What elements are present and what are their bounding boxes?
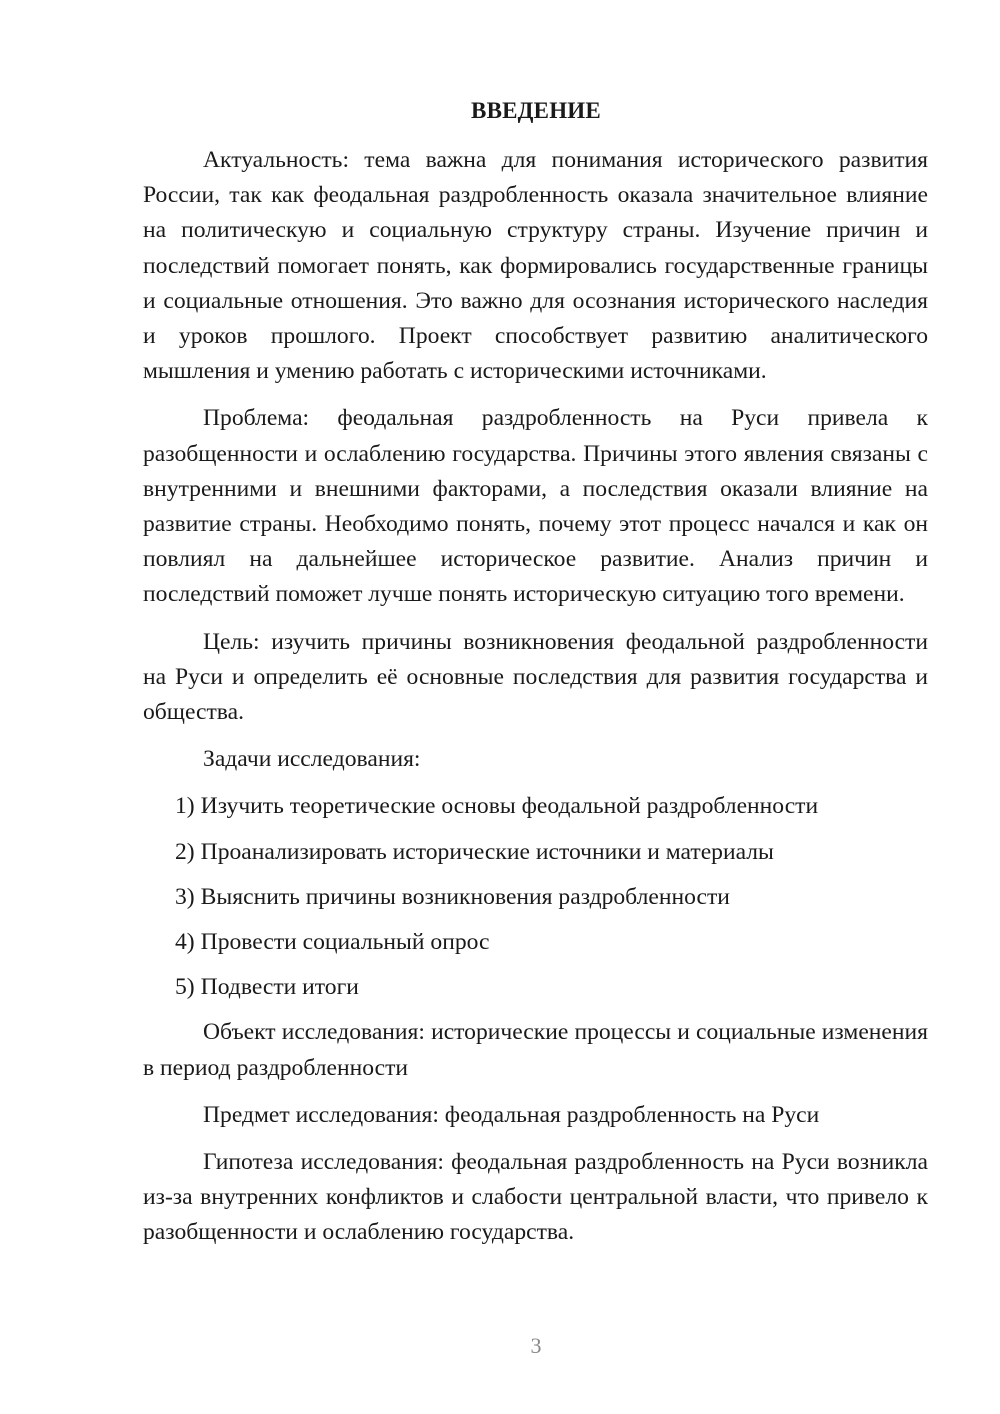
list-item-text: Выяснить причины возникновения раздробленности [200, 883, 730, 910]
list-item-number: 2) [175, 838, 195, 865]
page-number: 3 [530, 1333, 542, 1358]
list-item [143, 789, 928, 824]
section-title: ВВЕДЕНИЕ [471, 98, 601, 123]
list-item [143, 880, 928, 915]
list-item [143, 925, 928, 960]
list-item-text: Подвести итоги [200, 974, 359, 1001]
list-item-text: Проанализировать исторические источники и материалы [200, 838, 774, 865]
hypothesis-paragraph: Гипотеза исследования: феодальная раздробленность на Руси возникла из-за внутренних конфликтов и слабости центральной власти, что привело к разобщенности и ослаблению государства. [143, 1149, 928, 1246]
problem-paragraph: Проблема: феодальная раздробленность на Руси привела к разобщенности и ослаблению государства. Причины этого явления связаны с внутренними и внешними факторами, а последствия оказали влияние на развитие страны. Необходимо понять, почему этот процесс начался и как он повлиял на дальнейшее историческое развитие. Анализ причин и последствий поможет лучше понять историческую ситуацию того времени. [143, 405, 928, 608]
goal-paragraph: Цель: изучить причины возникновения феодальной раздробленности на Руси и определить её основные последствия для развития государства и общества. [143, 628, 928, 726]
list-item-number: 1) [175, 793, 195, 820]
list-item [143, 970, 928, 1005]
list-item-number: 3) [175, 883, 195, 910]
subject-paragraph: Предмет исследования: феодальная раздробленность на Руси [203, 1101, 820, 1128]
tasks-list [143, 789, 928, 1005]
tasks-heading: Задачи исследования: [203, 746, 421, 773]
object-paragraph: Объект исследования: исторические процессы и социальные изменения в период раздробленности [143, 1019, 928, 1081]
list-item-text: Изучить теоретические основы феодальной раздробленности [200, 793, 819, 820]
relevance-paragraph: Актуальность: тема важна для понимания исторического развития России, так как феодальная раздробленность оказала значительное влияние на политическую и социальную структуру страны. Изучение причин и последствий помогает понять, как формировались государственные границы и социальные отношения. Это важно для осознания исторического наследия и уроков прошлого. Проект способствует развитию аналитического мышления и умению работать с историческими источниками. [143, 147, 928, 385]
list-item-number: 4) [175, 929, 195, 956]
list-item-number: 5) [175, 974, 195, 1001]
list-item-text: Провести социальный опрос [200, 929, 490, 956]
document-body [143, 143, 928, 1263]
list-item [143, 835, 928, 870]
